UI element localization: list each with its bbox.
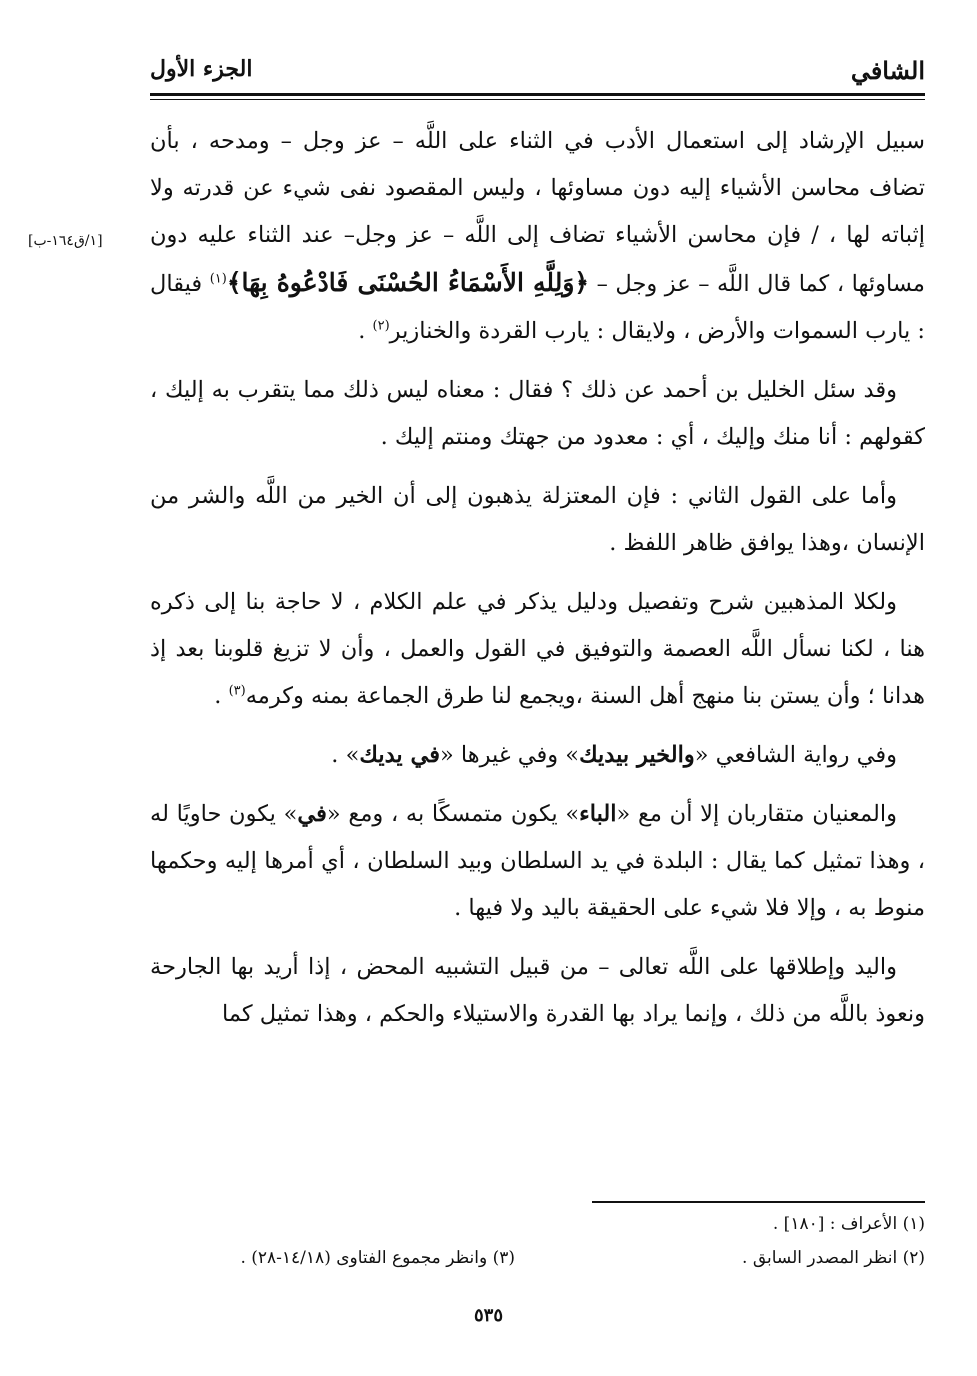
paragraph-2: وقد سئل الخليل بن أحمد عن ذلك ؟ فقال : معناه ليس ذلك مما يتقرب به إليك ، كقولهم : أنا منك وإليك ، أي : معدود من جهتك ومنتم إليك . xyxy=(150,377,925,450)
paragraph-1-text-b: فيقال : يارب السموات والأرض ، ولايقال : يارب القردة والخنازير xyxy=(150,271,925,344)
main-text xyxy=(150,118,925,1050)
quran-verse: ﴿وَلِلَّهِ الأَسْمَاءُ الحُسْنَى فَادْعُوهُ بِهَا﴾ xyxy=(226,268,590,297)
paragraph-6-bold-2: في xyxy=(297,801,327,827)
footnote-ref-3[interactable]: (٣) xyxy=(228,683,246,699)
paragraph-5-text: وفي رواية الشافعي « xyxy=(694,742,897,768)
paragraph-6-text: والمعنيان متقاربان إلا أن مع « xyxy=(616,801,898,827)
footnote-ref-1[interactable]: (١) xyxy=(209,271,227,287)
footnote-separator xyxy=(592,1201,925,1203)
book-title: الشافي xyxy=(850,56,925,85)
paragraph-4-text: ولكلا المذهبين شرح وتفصيل ودليل يذكر في علم الكلام ، لا حاجة بنا إلى ذكره هنا ، لكنا نسأل اللَّه العصمة والتوفيق في القول والعمل ، وأن لا تزيغ قلوبنا بعد إذ هدانا ؛ وأن يستن بنا منهج أهل السنة ،ويجمع لنا طرق الجماعة بمنه وكرمه xyxy=(150,589,925,709)
footnote-1: (١) الأعراف : [١٨٠] . xyxy=(772,1214,925,1234)
manuscript-margin-note: [١/ق١٦٤-ب] xyxy=(28,233,103,249)
paragraph-6-text-c: » يكون حاويًا له ، وهذا تمثيل كما يقال : البلدة في يد السلطان وبيد السلطان ، أي أمرها إليه وحكمها منوط به ، وإلا فلا شيء على الحقيقة باليد ولا فيها . xyxy=(150,801,925,921)
header-rule-thick xyxy=(150,93,925,96)
footnote-2: (٢) انظر المصدر السابق . xyxy=(742,1248,925,1268)
paragraph-5-bold-1: والخير بيديك xyxy=(579,742,695,768)
volume-label: الجزء الأول xyxy=(150,56,253,82)
paragraph-4-end: . xyxy=(214,683,229,709)
paragraph-1-text: سبيل الإرشاد إلى استعمال الأدب في الثناء على اللَّه – عز وجل – ومدحه ، بأن تضاف محاسن الأشياء إليه دون مساوئها ، وليس المقصود نفى شيء عن قدرته ولا إثباته لها ، / فإن محاسن الأشياء تضاف إلى اللَّه – عز وجل– عند الثناء عليه دون مساوئها ، كما قال اللَّه – عز وجل – xyxy=(150,128,925,297)
paragraph-6-text-b: » يكون متمسكًا به ، ومع « xyxy=(326,801,580,827)
footnote-row-1 xyxy=(150,1210,925,1244)
page-number: ٥٣٥ xyxy=(473,1305,503,1326)
footnote-row-2 xyxy=(150,1244,925,1278)
paragraph-5-end: » . xyxy=(331,742,360,768)
paragraph-3: وأما على القول الثاني : فإن المعتزلة يذهبون إلى أن الخير من اللَّه والشر من الإنسان ،وهذا يوافق ظاهر اللفظ . xyxy=(150,483,925,556)
paragraph-6 xyxy=(150,791,925,932)
paragraph-4 xyxy=(150,579,925,720)
running-header xyxy=(150,50,925,92)
paragraph-7: واليد وإطلاقها على اللَّه تعالى – من قبيل التشبيه المحض ، إذا أريد بها الجارحة ونعوذ باللَّه من ذلك ، وإنما يراد بها القدرة والاستيلاء والحكم ، وهذا تمثيل كما xyxy=(150,954,925,1027)
header-rule-thin xyxy=(150,99,925,100)
paragraph-1 xyxy=(150,118,925,355)
footnotes xyxy=(150,1210,925,1278)
paragraph-6-bold-1: الباء xyxy=(579,801,617,827)
footnote-3: (٣) وانظر مجموع الفتاوى (١٤/١٨-٢٨) . xyxy=(240,1248,515,1268)
paragraph-5 xyxy=(150,732,925,779)
paragraph-5-bold-2: في يديك xyxy=(359,742,440,768)
paragraph-5-text-b: » وفي غيرها « xyxy=(440,742,580,768)
footnote-ref-2[interactable]: (٢) xyxy=(372,318,390,334)
paragraph-1-end: . xyxy=(358,318,373,344)
